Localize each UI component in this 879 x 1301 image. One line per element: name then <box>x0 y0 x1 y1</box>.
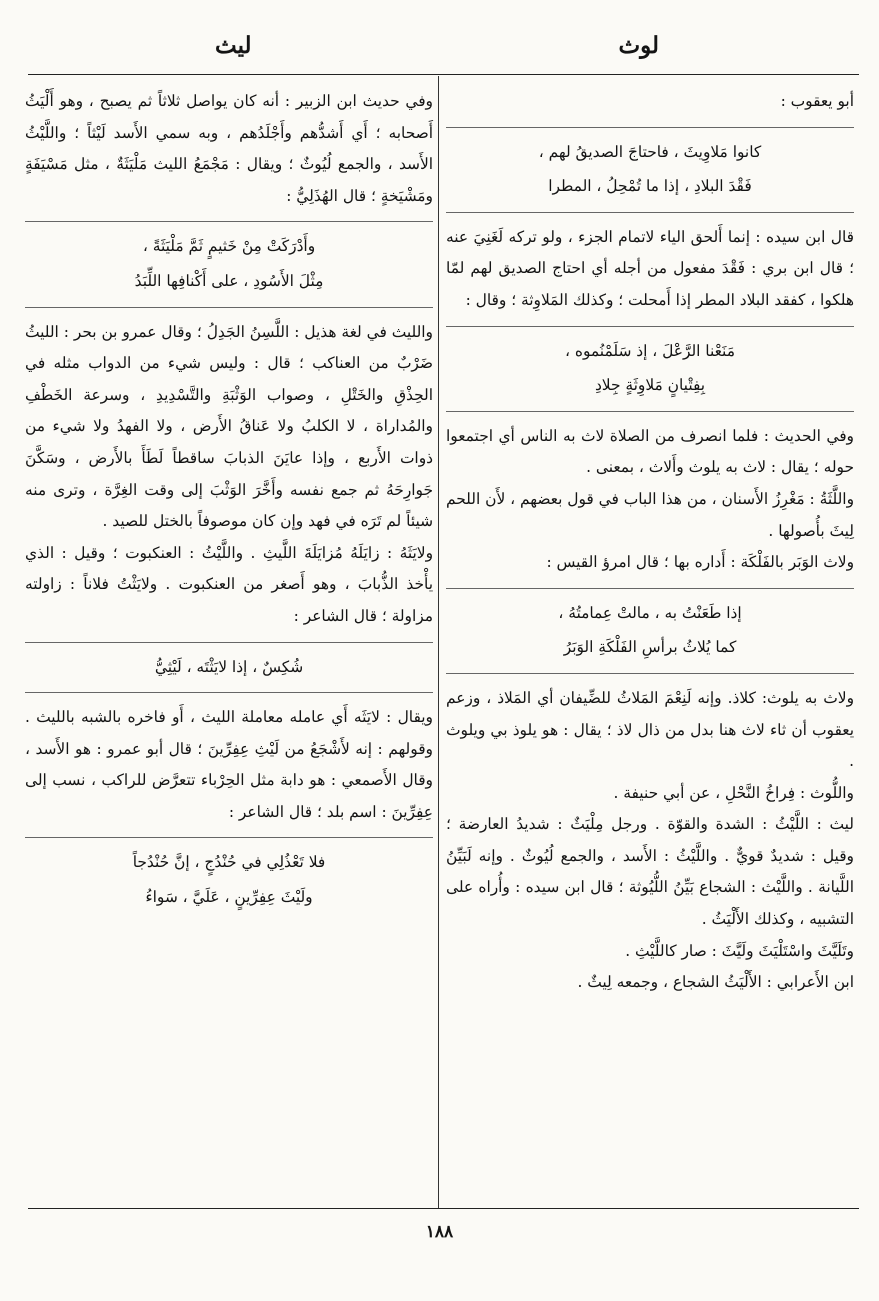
verse-line: كما يُلاثُ برأسِ الفَلْكَةِ الوَبَرُ <box>563 638 737 657</box>
paragraph: ليث : اللَّيْثُ : الشدة والقوّة . ورجل مِلْيَثٌ : شديدُ العارضة ؛ وقيل : شديدٌ قويٌّ . واللَّيْثُ : الأَسد ، والجمع لُيُوثٌ . وإنه لَبَيِّنُ اللَّيانة . واللَّيْث : الشجاع بَيِّنُ اللُّيُوثة ؛ قال ابن سيده : وأُراه على التشبيه ، وكذلك الأَلْيَثُ . <box>446 815 854 929</box>
paragraph: وفي حديث ابن الزبير : أنه كان يواصل ثلاثاً ثم يصبح ، وهو أَلْيَثُ أَصحابه ؛ أَي أَشدُّهم وأَجْلَدُهم ، وبه سمي الأَسد لَيْثاً ؛ واللَّيْثُ الأَسد ، والجمع لُيُوثٌ ؛ ويقال : مَجْمَعُ الليث مَلْيَثَةٌ ، مثل مَسْيَفَةٍ ومَشْيَخةٍ ؛ قال الهُذَلِيُّ : <box>25 92 433 205</box>
verse-line: مَنَعْنا الرَّعْلَ ، إذ سَلَمْنُموه ، <box>565 341 735 360</box>
bottom-rule <box>28 1208 859 1209</box>
paragraph: أبو يعقوب : <box>780 92 854 110</box>
separator <box>446 127 854 128</box>
right-column <box>446 86 854 999</box>
separator <box>25 307 433 308</box>
separator <box>446 326 854 327</box>
paragraph: ابن الأَعرابي : الأَلْيَثُ الشجاع ، وجمعه لِيثٌ . <box>577 973 854 992</box>
header-word-left: ليث <box>215 32 252 59</box>
verse-line: بِفِتْيانٍ مَلاوِثَةٍ جِلادِ <box>594 376 706 395</box>
paragraph: وتَلَيَّثَ واسْتَلْيَثَ ولَيَّثَ : صار كاللَّيْثِ . <box>625 941 854 960</box>
paragraph: واللَّثَةُ : مَغْرِزُ الأَسنان ، من هذا الباب في قول بعضهم ، لأَن اللحم لِيثَ بأُصولها . <box>446 489 854 540</box>
column-divider <box>438 76 439 1208</box>
verse-line: شُكِسٌ ، إذا لايَثْتَه ، لَيْثِيُّ <box>154 657 304 676</box>
paragraph: قال ابن سيده : إنما أَلحق الياء لاتمام الجزء ، ولو تركه لَغَنِيَ عنه ؛ قال ابن بري : فَقْدَ مفعول من أجله أي احتاج الصديق لهم لمّا هلكوا ، كفقد البلاد المطر إذا أَمحلت ؛ وكذلك المَلاوِثة ؛ وقال : <box>446 227 854 309</box>
separator <box>25 692 433 693</box>
paragraph: ولايَثَهُ : زايَلَهُ مُزايَلَةَ اللَّيثِ . واللَّيْثُ : العنكبوت ؛ وقيل : الذي يأْخذ الذُّبابَ ، وهو أَصغر من العنكبوت . ولايَثْتُ فلاناً : زاولته مزاولة ؛ قال الشاعر : <box>25 543 433 625</box>
separator <box>25 221 433 222</box>
top-rule <box>28 74 859 75</box>
verse-line: إذا طَعَنْتُ به ، مالتْ عِمامتُهُ ، <box>558 603 742 622</box>
verse-line: وأَدْرَكَتْ مِنْ خَثيمٍ ثَمَّ مَلْيَثَةً ، <box>142 237 316 256</box>
separator <box>25 642 433 643</box>
verse-line: ولَيْثَ عِفِرِّينٍ ، عَلَيَّ ، سَواءُ <box>145 888 313 907</box>
header-word-right: لوث <box>618 32 659 59</box>
paragraph: وفي الحديث : فلما انصرف من الصلاة لاث به الناس أي اجتمعوا حوله ؛ يقال : لاث به يلوث وأَلاث ، بمعنى . <box>446 426 854 477</box>
separator <box>446 673 854 674</box>
verse-line: كانوا مَلاوِيثَ ، فاحتاجَ الصديقُ لهم ، <box>538 142 762 161</box>
paragraph: والليث في لغة هذيل : اللَّسِنُ الجَدِلُ ؛ وقال عمرو بن بحر : الليثُ ضَرْبٌ من العناكب ؛ قال : وليس شيء من الدواب مثله في الحِذْقِ والخَتْلِ ، وصواب الوَثْبَةِ والتَّسْدِيدِ ، وسرعة الخَطْفِ والمُداراة ، لا الكلبُ ولا عَناقُ الأَرض ، ولا الفهدُ ولا شيء من ذوات الأَربع ، وإذا عايَنَ الذبابَ ساقطاً لَطَأَ بالأَرض ، وسَكَّنَ جَوارِحَهُ ثم جمع نفسه وأَخَّرَ الوَثْبَ إلى وقت الغِرَّة ، وترى منه شيئاً لم تَرَه في فهد وإن كان موصوفاً بالختل للصيد . <box>25 322 433 531</box>
left-column <box>25 86 433 917</box>
separator <box>446 588 854 589</box>
paragraph: ولاث به يلوث: كلاذ. وإنه لَنِعْمَ المَلاثُ للضِّيفان أي المَلاذ ، وزعم يعقوب أن ثاء لاث هنا بدل من ذال لاذ ؛ يقال : هو يلوذ بي ويلوث . <box>446 688 854 771</box>
verse-line: مِثْلَ الأَسُودِ ، على أَكْنافِها اللِّبَدُ <box>134 271 324 290</box>
paragraph: ولاث الوَبَر بالفَلْكَة : أَداره بها ؛ قال امرؤ القيس : <box>546 553 854 572</box>
paragraph: ويقال : لايَثَه أَي عامله معاملة الليث ، أَو فاخره بالشبه بالليث . وقولهم : إنه لأَشْجَعُ من لَيْثِ عِفِرِّينَ ؛ قال أبو عمرو : هو الأَسد ، وقال الأَصمعي : هو دابة مثل الحِرْباء تتعرَّض للراكب ، نسب إلى عِفِرِّينَ : اسم بلد ؛ قال الشاعر : <box>25 708 433 821</box>
separator <box>25 837 433 838</box>
paragraph: واللُّوث : فِراخُ النَّحْلِ ، عن أبي حنيفة . <box>613 783 854 802</box>
separator <box>446 411 854 412</box>
verse-line: فلا تَعْذُلِي في حُنْدُجٍ ، إنَّ حُنْدُجاً <box>132 853 326 872</box>
separator <box>446 212 854 213</box>
verse-line: فَقْدَ البلادِ ، إذا ما تُمْحِلُ ، المطرا <box>548 177 752 196</box>
page-number: ١٨٨ <box>425 1222 454 1242</box>
